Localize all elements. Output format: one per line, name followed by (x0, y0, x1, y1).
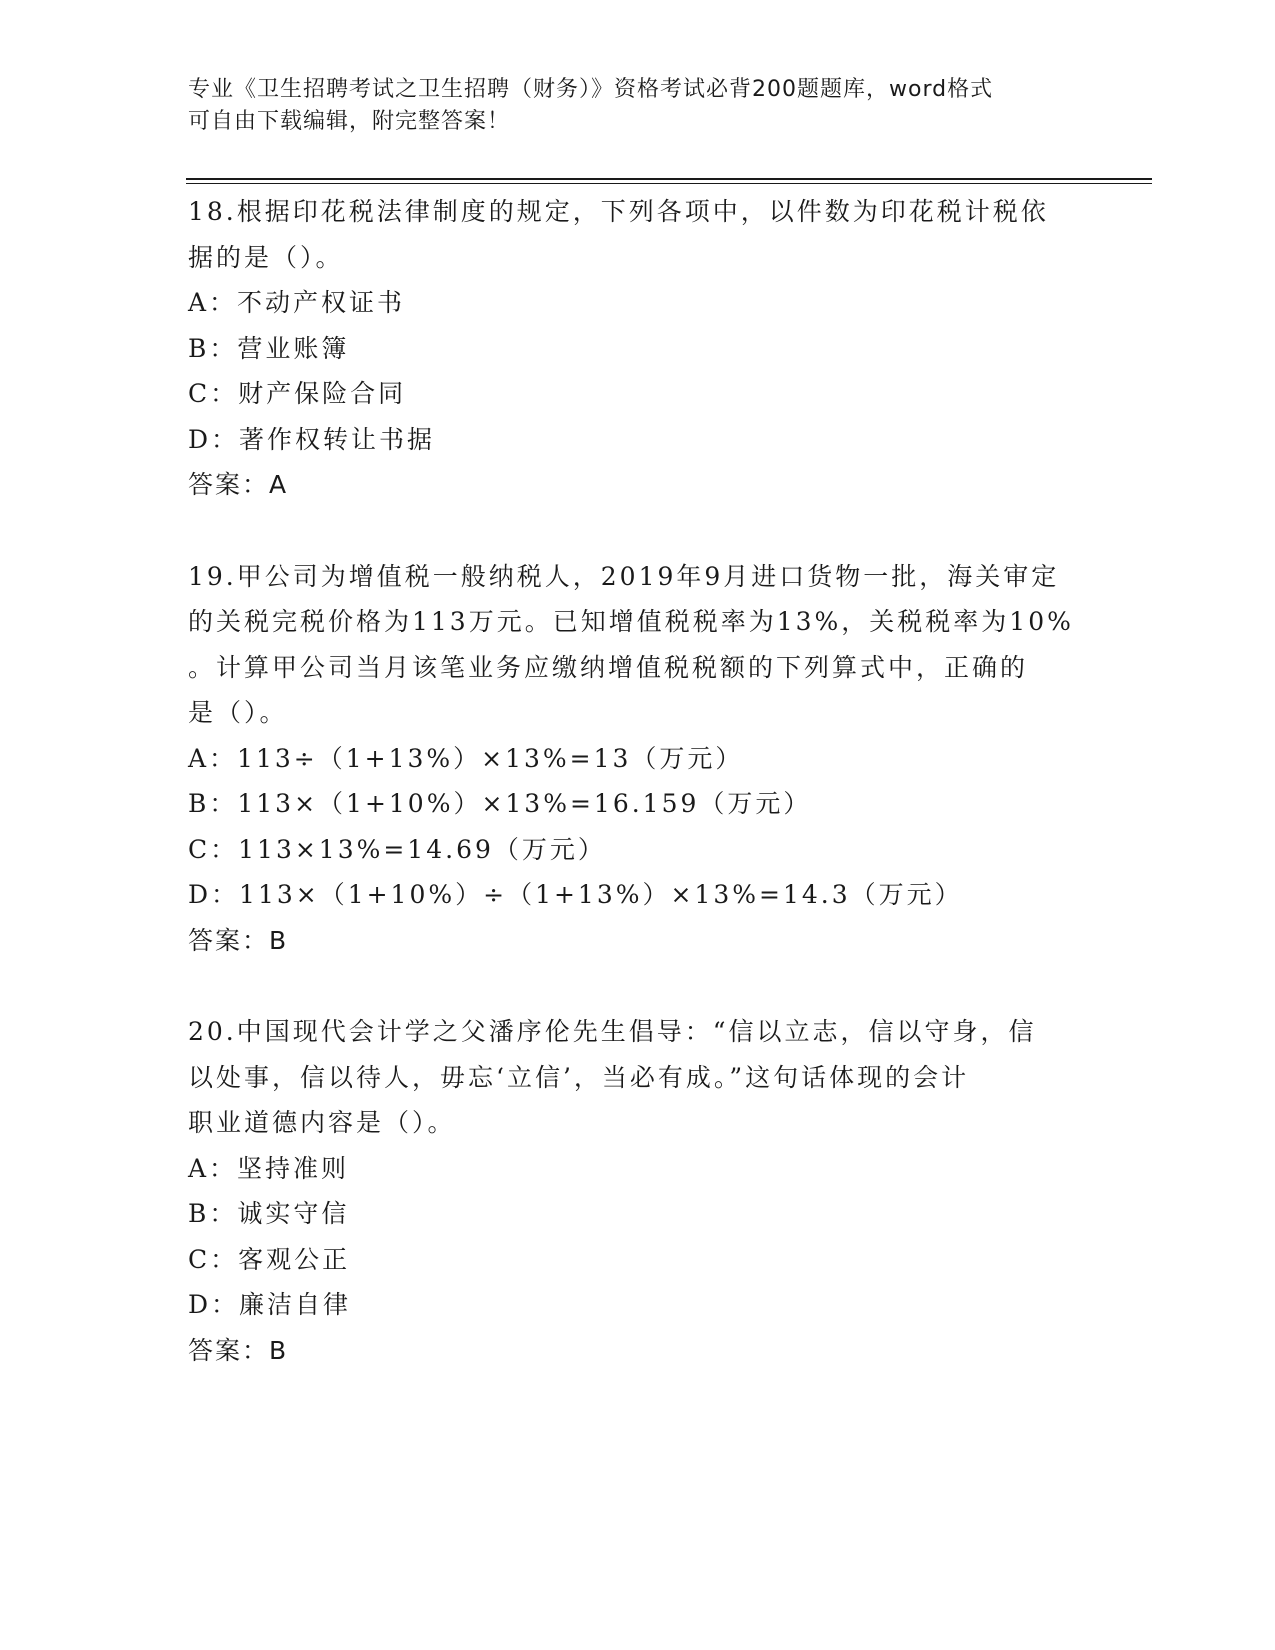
header-divider-thick (186, 178, 1152, 180)
option-d: D：著作权转让书据 (188, 424, 436, 454)
option-d: D：廉洁自律 (188, 1290, 352, 1319)
document-header (188, 74, 1068, 138)
question-stem-line: 是（）。 (188, 698, 288, 727)
question-stem-line: 据的是（）。 (188, 242, 344, 272)
question-stem-line: 19.甲公司为增值税一般纳税人，2019年9月进口货物一批，海关审定 (188, 561, 1060, 591)
option-c: C：113×13%=14.69（万元） (188, 834, 606, 864)
option-a: A：坚持准则 (188, 1153, 350, 1183)
header-divider-thin (186, 183, 1152, 184)
option-b: B：诚实守信 (188, 1199, 350, 1228)
question-stem-line: 的关税完税价格为113万元。已知增值税税率为13%，关税税率为10% (188, 607, 1074, 636)
question-stem-line: 。计算甲公司当月该笔业务应缴纳增值税税额的下列算式中，正确的 (188, 652, 1029, 682)
answer-label: 答案：A (188, 470, 289, 499)
question-18 (188, 189, 1088, 508)
question-19 (188, 554, 1088, 964)
header-line-1: 专业《卫生招聘考试之卫生招聘（财务）》资格考试必背200题题库，word格式 (188, 77, 994, 102)
question-stem-line: 职业道德内容是（）。 (188, 1108, 456, 1137)
question-20 (188, 1009, 1088, 1373)
question-list (188, 189, 1088, 1419)
header-line-2: 可自由下载编辑，附完整答案！ (188, 109, 511, 134)
option-c: C：财产保险合同 (188, 379, 407, 408)
option-c: C：客观公正 (188, 1244, 351, 1274)
option-a: A：113÷（1+13%）×13%=13（万元） (188, 743, 744, 773)
question-stem-line: 20.中国现代会计学之父潘序伦先生倡导：“信以立志，信以守身，信 (188, 1017, 1037, 1046)
option-a: A：不动产权证书 (188, 288, 406, 317)
option-b: B：113×（1+10%）×13%=16.159（万元） (188, 789, 812, 818)
option-d: D：113×（1+10%）÷（1+13%）×13%=14.3（万元） (188, 880, 963, 909)
option-b: B：营业账簿 (188, 333, 350, 363)
answer-label: 答案：B (188, 925, 289, 955)
question-stem-line: 18.根据印花税法律制度的规定，下列各项中，以件数为印花税计税依 (188, 197, 1049, 226)
question-stem-line: 以处事，信以待人，毋忘‘立信’，当必有成。”这句话体现的会计 (188, 1062, 970, 1092)
answer-label: 答案：B (188, 1335, 289, 1365)
